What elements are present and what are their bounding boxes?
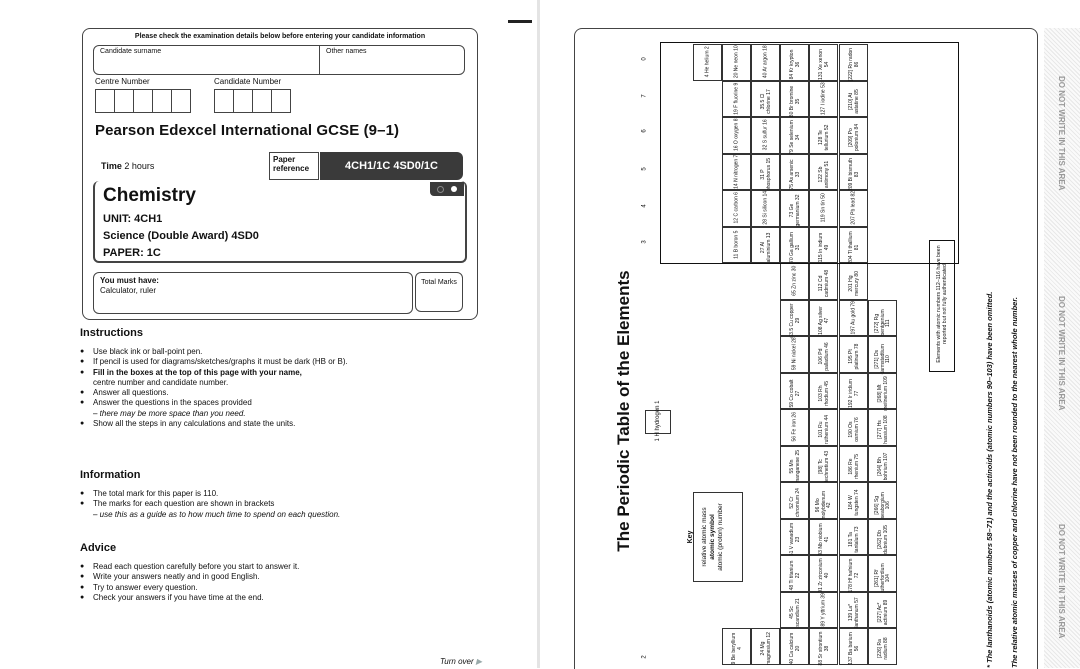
list-item: ● Show all the steps in any calculations and state the units.: [80, 419, 348, 429]
must-have-label: You must have:: [100, 276, 159, 285]
digit-box[interactable]: [233, 89, 253, 113]
element-text: 20 Ne neon 10: [733, 45, 740, 79]
element-cell: [780, 519, 809, 556]
element-text: 59 Co cobalt 27: [789, 379, 801, 408]
instructions-heading: Instructions: [80, 327, 143, 339]
digit-box[interactable]: [252, 89, 272, 113]
element-cell: [868, 373, 897, 410]
award-line: Science (Double Award) 4SD0: [103, 230, 259, 242]
subject-tab: [430, 182, 464, 196]
element-cell: [780, 446, 809, 483]
key-line: atomic symbol: [709, 514, 716, 560]
element-text: [210] At astatine 85: [848, 89, 860, 114]
element-text: 63.5 Cu copper 29: [789, 303, 801, 338]
element-text: 197 Au gold 79: [850, 300, 857, 335]
name-divider: [319, 46, 320, 74]
group-0-block: [660, 42, 959, 264]
information-heading: Information: [80, 469, 141, 481]
advice-heading: Advice: [80, 542, 117, 554]
element-text: 103 Rh rhodium 45: [818, 380, 830, 406]
element-text: [261] Rf rutherfordium 104: [874, 563, 892, 594]
element-text: [264] Bh bohrium 107: [877, 452, 889, 481]
element-text: [277] Hs hassium 108: [877, 415, 889, 444]
digit-box[interactable]: [171, 89, 191, 113]
element-text: [272] Rg roentgenium 111: [874, 309, 892, 337]
element-text: 32 S sulfur 16: [762, 119, 769, 151]
candidate-info-box: [82, 28, 478, 320]
digit-box[interactable]: [114, 89, 134, 113]
element-text: 131 Xe xenon 54: [818, 49, 830, 81]
element-cell: [839, 409, 868, 446]
element-cell: [780, 409, 809, 446]
paper-line: PAPER: 1C: [103, 247, 161, 259]
element-text: [209] Po polonium 84: [848, 124, 860, 152]
centre-number-boxes[interactable]: [95, 89, 190, 111]
element-cell: [809, 519, 838, 556]
element-cell: [839, 446, 868, 483]
element-cell: [868, 446, 897, 483]
digit-box[interactable]: [133, 89, 153, 113]
group-label: 2: [641, 655, 648, 659]
key-line: atomic (proton) number: [717, 503, 724, 571]
turn-over-label[interactable]: [440, 657, 482, 666]
element-text: 91 Zr zirconium 40: [818, 558, 830, 593]
element-text: 137 Ba barium 56: [848, 632, 860, 666]
do-not-write-label: DO NOT WRITE IN THIS AREA: [1057, 524, 1066, 639]
key-label: Key: [687, 530, 694, 544]
list-item-continued: centre number and candidate number.: [93, 377, 229, 387]
element-text: [271] Ds darmstadtium 110: [874, 344, 892, 375]
element-cell: [839, 336, 868, 373]
element-text: 70 Ga gallium 31: [789, 231, 801, 263]
element-cell: [780, 373, 809, 410]
element-text: 128 Te tellurium 52: [818, 124, 830, 151]
element-cell: [809, 373, 838, 410]
digit-box[interactable]: [152, 89, 172, 113]
element-text: 52 Cr chromium 24: [789, 488, 801, 518]
list-item: ● The total mark for this paper is 110.: [80, 489, 340, 499]
digit-box[interactable]: [95, 89, 115, 113]
paper-reference-label: Paper reference: [269, 152, 319, 180]
group-label: 4: [641, 204, 648, 208]
element-text: 40 Ar argon 18: [762, 45, 769, 79]
list-item: ● Write your answers neatly and in good English.: [80, 572, 299, 582]
must-have-box: [93, 272, 413, 314]
element-text: 16 O oxygen 8: [733, 118, 740, 152]
do-not-write-label: DO NOT WRITE IN THIS AREA: [1057, 76, 1066, 191]
exam-board-title: Pearson Edexcel International GCSE (9–1): [95, 122, 400, 139]
candidate-number-label: Candidate Number: [214, 77, 282, 86]
element-text: 207 Pb lead 82: [850, 191, 857, 225]
element-cell: [839, 592, 868, 629]
time-value: 2 hours: [124, 161, 155, 171]
element-text: 201 Hg mercury 80: [848, 271, 860, 297]
list-item: ● Answer the questions in the spaces provided: [80, 398, 348, 408]
element-text: 75 As arsenic 33: [789, 159, 801, 190]
element-text: 11 B boron 5: [733, 230, 740, 259]
element-cell: [839, 263, 868, 300]
element-cell: [839, 628, 868, 665]
list-item-continued: – there may be more space than you need.: [93, 408, 246, 418]
advice-list: [80, 562, 299, 603]
element-cell: [809, 446, 838, 483]
list-item: ● Fill in the boxes at the top of this page with your name,: [80, 368, 348, 378]
group-label: 0: [641, 57, 648, 61]
footnote-lanthanoids: * The lanthanoids (atomic numbers 58–71) and the actinoids (atomic numbers 90–103) have been omitted.: [985, 291, 994, 668]
group-label: 6: [641, 129, 648, 133]
element-text: 79 Se selenium 34: [789, 120, 801, 155]
element-text: [262] Db dubnium 105: [877, 524, 889, 554]
page-marker: [508, 20, 532, 23]
superheavy-note: Elements with atomic numbers 112–116 have been reported but not fully authenticated: [936, 245, 948, 363]
must-have-value: Calculator, ruler: [100, 286, 157, 295]
list-item: ● Check your answers if you have time at the end.: [80, 593, 299, 603]
do-not-write-label: DO NOT WRITE IN THIS AREA: [1057, 296, 1066, 411]
periodic-table-title: The Periodic Table of the Elements: [614, 270, 633, 552]
element-cell: [809, 555, 838, 592]
element-text: 12 C carbon 6: [733, 192, 740, 224]
element-text: 204 Tl thallium 81: [848, 231, 860, 264]
list-item: ● If pencil is used for diagrams/sketches/graphs it must be dark (HB or B).: [80, 357, 348, 367]
element-text: 127 I iodine 53: [820, 82, 827, 115]
element-text: 122 Sb antimony 51: [818, 160, 830, 188]
element-text: 195 Pt platinum 78: [848, 343, 860, 370]
circle-filled-icon: [451, 186, 457, 192]
element-text: 84 Kr krypton 36: [789, 49, 801, 80]
key-line: relative atomic mass: [701, 507, 708, 567]
element-text: 56 Fe iron 26: [791, 412, 798, 442]
element-text: 48 Ti titanium 22: [789, 560, 801, 591]
information-list: [80, 489, 340, 520]
element-text: 9 Be beryllium 4: [731, 632, 743, 665]
element-cell: [809, 628, 838, 665]
element-text: 40 Ca calcium 20: [789, 632, 801, 665]
element-text: 192 Ir iridium 77: [848, 378, 860, 408]
element-text: [226] Ra radium 88: [877, 637, 889, 660]
element-cell: [809, 336, 838, 373]
element-text: 178 Hf hafnium 72: [848, 558, 860, 593]
element-text: 31 P phosphorus 15: [760, 157, 772, 191]
total-marks-box: Total Marks: [415, 272, 463, 312]
element-text: [98] Tc technetium 43: [818, 450, 830, 482]
element-cell: [839, 300, 868, 337]
element-text: [266] Sg seaborgium 106: [874, 492, 892, 519]
footnote-atomic-masses: The relative atomic masses of copper and chlorine have not been rounded to the nearest whole number.: [1010, 297, 1019, 668]
element-text: 209 Bi bismuth 83: [848, 157, 860, 191]
element-text: 19 F fluorine 9: [733, 82, 740, 115]
hydrogen-cell: [645, 400, 671, 442]
element-text: 45 Sc scandium 21: [789, 598, 801, 627]
hydrogen-text: 1 H hydrogen 1: [655, 400, 661, 442]
element-text: 59 Ni nickel 28: [791, 337, 798, 371]
element-cell: [868, 628, 897, 665]
element-cell: [751, 628, 780, 665]
element-text: 65 Zn zinc 30: [791, 265, 798, 297]
centre-number-label: Centre Number: [95, 77, 150, 86]
element-text: 24 Mg magnesium 12: [760, 632, 772, 666]
element-cell: [780, 300, 809, 337]
element-cell: [839, 519, 868, 556]
element-cell: [839, 555, 868, 592]
element-text: 106 Pd palladium 46: [818, 342, 830, 371]
element-cell: [868, 300, 897, 337]
list-item: ● Try to answer every question.: [80, 583, 299, 593]
element-text: 80 Br bromine 35: [789, 85, 801, 117]
element-cell: [868, 592, 897, 629]
element-cell: [868, 519, 897, 556]
element-text: 93 Nb niobium 41: [818, 523, 830, 556]
element-cell: [868, 555, 897, 592]
element-cell: [868, 409, 897, 446]
cover-page: [0, 0, 540, 668]
triangle-right-icon: ▶: [475, 657, 483, 666]
element-text: 28 Si silicon 14: [762, 191, 769, 225]
element-text: 4 He helium 2: [704, 46, 711, 78]
element-text: 27 Al aluminium 13: [760, 232, 772, 263]
list-item: ● Answer all questions.: [80, 388, 348, 398]
element-cell: [780, 592, 809, 629]
list-item: ● Read each question carefully before you start to answer it.: [80, 562, 299, 572]
exam-details-notice: Please check the examination details below before entering your candidate information: [134, 33, 426, 40]
element-text: [222] Rn radon 86: [848, 48, 860, 82]
group-label: 5: [641, 167, 648, 171]
element-cell: [809, 592, 838, 629]
element-cell: [780, 482, 809, 519]
element-text: 112 Cd cadmium 48: [818, 270, 830, 298]
element-cell: [868, 336, 897, 373]
time-label: Time: [101, 161, 122, 171]
list-item: ● The marks for each question are shown in brackets: [80, 499, 340, 509]
instructions-list: [80, 347, 348, 429]
digit-box[interactable]: [214, 89, 234, 113]
element-text: 184 W tungsten 74: [848, 489, 860, 516]
element-cell: [809, 300, 838, 337]
element-cell: [722, 628, 751, 665]
element-cell: [809, 482, 838, 519]
element-text: 190 Os osmium 76: [848, 417, 860, 442]
element-text: 139 La* lanthanum 57: [848, 597, 860, 628]
element-cell: [780, 263, 809, 300]
element-text: 88 Sr strontium 38: [818, 631, 830, 666]
element-cell: [839, 482, 868, 519]
element-cell: [868, 482, 897, 519]
element-cell: [780, 336, 809, 373]
circle-outline-icon: [437, 186, 444, 193]
subject-title: Chemistry: [103, 185, 196, 206]
element-text: 108 Ag silver 47: [818, 305, 830, 335]
key-description: [701, 482, 729, 592]
list-item-continued: – use this as a guide as to how much time to spend on each question.: [93, 509, 341, 519]
element-text: [227] Ac* actinium 89: [877, 599, 889, 626]
surname-label: Candidate surname: [100, 48, 162, 55]
element-text: 73 Ge germanium 32: [789, 194, 801, 227]
element-text: 51 V vanadium 23: [789, 522, 801, 556]
element-text: 115 In indium 49: [818, 232, 830, 263]
element-text: 186 Re rhenium 75: [848, 453, 860, 479]
element-text: 181 Ta tantalum 73: [848, 526, 860, 553]
digit-box[interactable]: [271, 89, 291, 113]
element-text: 96 Mo molybdenum 42: [815, 491, 833, 520]
element-text: 35.5 Cl chlorine 17: [760, 89, 772, 114]
element-text: 119 Sn tin 50: [820, 193, 827, 223]
list-item: ● Use black ink or ball-point pen.: [80, 347, 348, 357]
group-label: 7: [641, 94, 648, 98]
element-cell: [809, 263, 838, 300]
element-text: 55 Mn manganese 25: [789, 449, 801, 483]
element-cell: [809, 409, 838, 446]
element-cell: [780, 628, 809, 665]
time-allowed: [101, 161, 154, 171]
element-text: 89 Y yttrium 39: [820, 592, 827, 627]
name-field-group: [93, 45, 465, 75]
element-text: 101 Ru ruthenium 44: [818, 415, 830, 445]
element-cell: [839, 373, 868, 410]
element-cell: [780, 555, 809, 592]
other-names-label: Other names: [326, 48, 367, 55]
group-label: 3: [641, 240, 648, 244]
candidate-number-boxes[interactable]: [214, 89, 290, 111]
element-text: 14 N nitrogen 7: [733, 154, 740, 189]
unit-line: UNIT: 4CH1: [103, 213, 163, 225]
turn-over-text: Turn over: [440, 657, 474, 666]
element-text: [268] Mt meitnerium 109: [877, 376, 889, 411]
paper-reference-code: 4CH1/1C 4SD0/1C: [320, 152, 463, 180]
